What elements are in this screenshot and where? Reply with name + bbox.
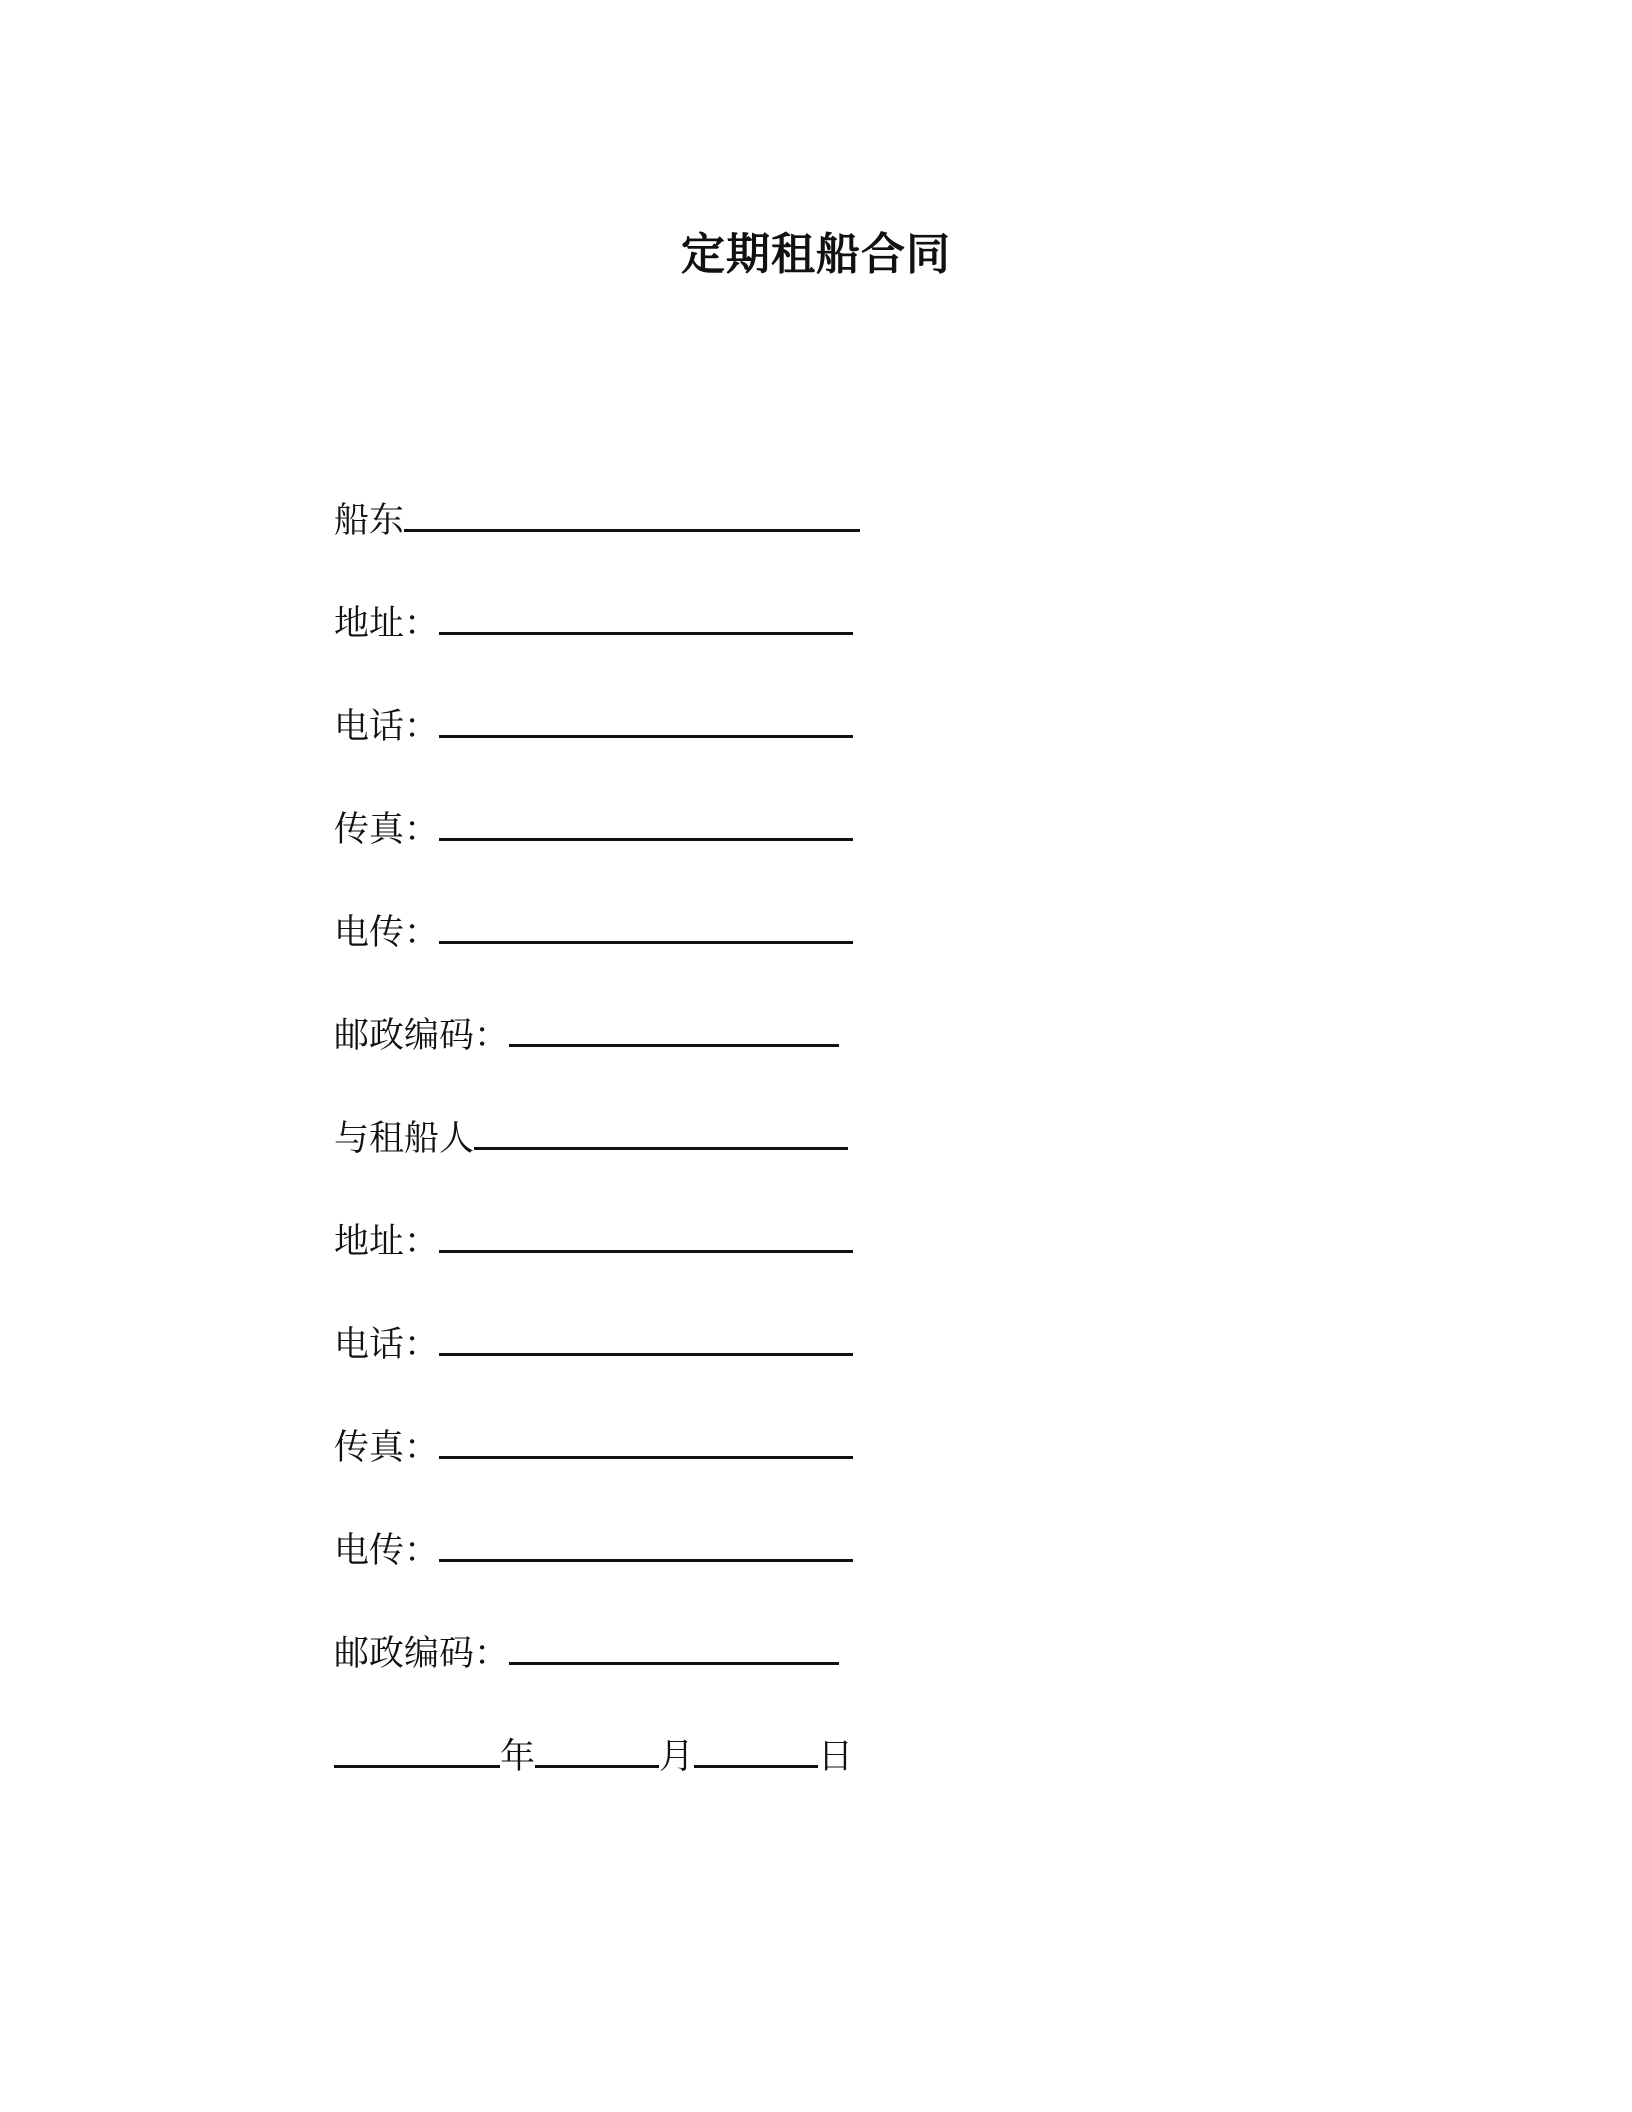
charterer-postcode-blank[interactable] (509, 1628, 839, 1665)
charterer-line (334, 1113, 848, 1164)
month-blank[interactable] (535, 1731, 659, 1768)
day-label: 日 (818, 1737, 854, 1777)
charterer-fax-blank[interactable] (439, 1422, 853, 1459)
shipowner-phone-blank[interactable] (439, 701, 853, 738)
charterer-postcode-label: 邮政编码： (334, 1634, 510, 1674)
charterer-phone-label: 电话： (334, 1325, 440, 1365)
charterer-label: 与租船人 (334, 1119, 475, 1159)
shipowner-phone-line (334, 701, 853, 752)
shipowner-address-blank[interactable] (439, 598, 853, 635)
charterer-telex-blank[interactable] (439, 1525, 853, 1562)
charterer-telex-label: 电传： (334, 1531, 440, 1571)
shipowner-postcode-line (334, 1010, 839, 1061)
charterer-address-blank[interactable] (439, 1216, 853, 1253)
shipowner-address-label: 地址： (334, 604, 440, 644)
date-line (334, 1731, 853, 1782)
charterer-phone-blank[interactable] (439, 1319, 853, 1356)
shipowner-phone-label: 电话： (334, 707, 440, 747)
shipowner-label: 船东 (334, 501, 405, 541)
charterer-fax-label: 传真： (334, 1428, 440, 1468)
charterer-phone-line (334, 1319, 853, 1370)
document-title: 定期租船合同 (681, 229, 951, 280)
shipowner-postcode-blank[interactable] (509, 1010, 839, 1047)
month-label: 月 (659, 1737, 695, 1777)
charterer-telex-line (334, 1525, 853, 1576)
shipowner-fax-blank[interactable] (439, 804, 853, 841)
shipowner-fax-line (334, 804, 853, 855)
charterer-address-line (334, 1216, 853, 1267)
shipowner-telex-blank[interactable] (439, 907, 853, 944)
shipowner-postcode-label: 邮政编码： (334, 1016, 510, 1056)
shipowner-line (334, 495, 860, 546)
charterer-blank[interactable] (474, 1113, 848, 1150)
shipowner-telex-label: 电传： (334, 913, 440, 953)
shipowner-telex-line (334, 907, 853, 958)
charterer-postcode-line (334, 1628, 839, 1679)
year-blank[interactable] (334, 1731, 500, 1768)
shipowner-blank[interactable] (404, 495, 860, 532)
charterer-fax-line (334, 1422, 853, 1473)
shipowner-fax-label: 传真： (334, 810, 440, 850)
year-label: 年 (500, 1737, 536, 1777)
day-blank[interactable] (694, 1731, 818, 1768)
charterer-address-label: 地址： (334, 1222, 440, 1262)
shipowner-address-line (334, 598, 853, 649)
